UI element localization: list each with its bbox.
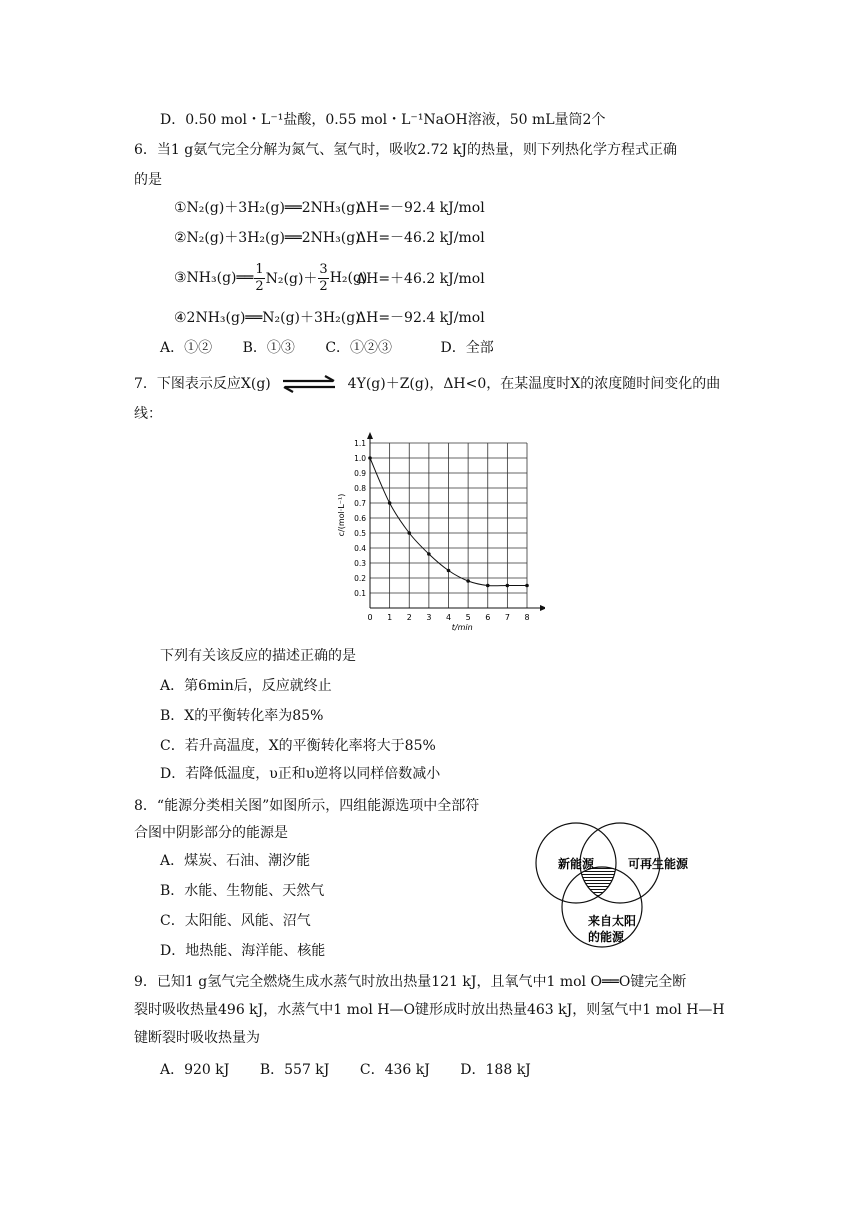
q7-option-a: A．第6min后，反应就终止 bbox=[160, 678, 332, 694]
y-tick-label: 1.1 bbox=[354, 439, 366, 448]
q7-stem-start: 7．下图表示反应X(g) bbox=[134, 376, 271, 392]
enthalpy-value: ΔH=－92.4 kJ/mol bbox=[356, 310, 485, 326]
chart-svg bbox=[330, 430, 545, 640]
y-tick-label: 0.8 bbox=[354, 484, 366, 493]
fraction-three-half: $\frac{3}{2}$ bbox=[319, 261, 328, 294]
q6-equation-4 bbox=[174, 308, 485, 328]
q7-stem-end: 4Y(g)＋Z(g)，ΔH<0，在某温度时X的浓度随时间变化的曲 bbox=[347, 376, 721, 392]
q6-equation-1 bbox=[174, 198, 485, 218]
y-tick-label: 0.2 bbox=[354, 574, 366, 583]
q6-options bbox=[160, 338, 520, 358]
x-tick-label: 1 bbox=[387, 613, 393, 622]
q7-option-b: B．X的平衡转化率为85% bbox=[160, 708, 324, 724]
data-point bbox=[407, 531, 411, 535]
x-tick-label: 3 bbox=[426, 613, 432, 622]
q8-option-c: C．太阳能、风能、沼气 bbox=[160, 913, 311, 929]
fraction-half: $\frac{1}{2}$ bbox=[255, 261, 264, 294]
q6-option-b: B．①③ bbox=[242, 340, 295, 356]
venn-label-solar-2: 的能源 bbox=[588, 930, 625, 944]
q7-lead: 下列有关该反应的描述正确的是 bbox=[160, 648, 356, 664]
q8-stem: 8．“能源分类相关图”如图所示，四组能源选项中全部符 bbox=[134, 798, 480, 814]
venn-label-solar-1: 来自太阳 bbox=[588, 914, 637, 928]
x-tick-label: 8 bbox=[524, 613, 530, 622]
enthalpy-value: ΔH=－46.2 kJ/mol bbox=[356, 230, 485, 246]
q8-option-d: D．地热能、海洋能、核能 bbox=[160, 943, 326, 959]
q9-options bbox=[160, 1060, 557, 1080]
venn-svg bbox=[530, 795, 700, 955]
concentration-chart bbox=[330, 430, 545, 640]
q6-equation-2 bbox=[174, 228, 485, 248]
q7-option-c: C．若升高温度，X的平衡转化率将大于85% bbox=[160, 738, 436, 754]
reversible-arrow-icon bbox=[279, 375, 339, 393]
x-tick-label: 7 bbox=[504, 613, 510, 622]
energy-venn-diagram bbox=[530, 795, 700, 955]
q8-option-a: A．煤炭、石油、潮汐能 bbox=[160, 853, 311, 869]
x-axis-arrow-icon bbox=[540, 605, 545, 611]
data-point bbox=[388, 501, 392, 505]
q6-option-c: C．①②③ bbox=[325, 340, 393, 356]
q7-option-d: D．若降低温度，υ正和υ逆将以同样倍数减小 bbox=[160, 766, 441, 782]
y-tick-label: 0.1 bbox=[354, 589, 366, 598]
q6-equation-3 bbox=[174, 258, 485, 298]
q9-stem: 9．已知1 g氢气完全燃烧生成水蒸气时放出热量121 kJ，且氧气中1 mol O══O键完全断 bbox=[134, 974, 687, 990]
y-tick-label: 0.6 bbox=[354, 514, 366, 523]
q6-option-d: D．全部 bbox=[440, 340, 494, 356]
x-tick-label: 6 bbox=[485, 613, 491, 622]
q9-stem-cont-2: 键断裂时吸收热量为 bbox=[134, 1030, 260, 1046]
q6-option-a: A．①② bbox=[160, 340, 213, 356]
enthalpy-value: ΔH=＋46.2 kJ/mol bbox=[356, 271, 485, 287]
equation-text: ①N₂(g)＋3H₂(g)══2NH₃(g) bbox=[174, 200, 361, 216]
y-tick-label: 0.5 bbox=[354, 529, 366, 538]
x-tick-label: 2 bbox=[406, 613, 412, 622]
q9-option-b: B．557 kJ bbox=[259, 1062, 330, 1078]
q7-stem bbox=[134, 374, 720, 394]
x-tick-label: 4 bbox=[445, 613, 452, 622]
x-tick-label: 0 bbox=[367, 613, 373, 622]
y-tick-label: 0.7 bbox=[354, 499, 366, 508]
equation-prefix: ③NH₃(g)══ bbox=[174, 270, 254, 286]
q7-stem-cont: 线： bbox=[134, 406, 162, 422]
y-tick-label: 1.0 bbox=[354, 454, 366, 463]
data-point bbox=[525, 584, 529, 588]
data-point bbox=[368, 456, 372, 460]
equation-suffix: H₂(g) bbox=[329, 270, 368, 286]
q8-option-b: B．水能、生物能、天然气 bbox=[160, 883, 325, 899]
q9-option-d: D．188 kJ bbox=[460, 1062, 531, 1078]
data-point bbox=[466, 579, 470, 583]
y-tick-label: 0.3 bbox=[354, 559, 366, 568]
data-point bbox=[486, 584, 490, 588]
q9-option-a: A．920 kJ bbox=[160, 1062, 230, 1078]
q6-stem-cont: 的是 bbox=[134, 172, 162, 188]
equation-text: ②N₂(g)＋3H₂(g)══2NH₃(g) bbox=[174, 230, 361, 246]
y-tick-label: 0.4 bbox=[354, 544, 366, 553]
data-point bbox=[427, 552, 431, 556]
y-axis-arrow-icon bbox=[367, 432, 373, 439]
equation-text: ④2NH₃(g)══N₂(g)＋3H₂(g) bbox=[174, 310, 361, 326]
q9-option-c: C．436 kJ bbox=[359, 1062, 430, 1078]
enthalpy-value: ΔH=－92.4 kJ/mol bbox=[356, 200, 485, 216]
equation-middle: N₂(g)＋ bbox=[265, 271, 318, 287]
y-axis-label: c/(mol·L⁻¹) bbox=[337, 493, 346, 537]
x-axis-label: t/min bbox=[451, 623, 473, 632]
venn-label-new: 新能源 bbox=[558, 857, 595, 871]
data-point bbox=[447, 569, 451, 573]
data-point bbox=[506, 584, 510, 588]
x-tick-label: 5 bbox=[465, 613, 471, 622]
q5-option-d: D．0.50 mol・L⁻¹盐酸，0.55 mol・L⁻¹NaOH溶液，50 mL量筒2个 bbox=[160, 112, 606, 128]
q8-stem-cont: 合图中阴影部分的能源是 bbox=[134, 825, 288, 841]
q6-stem: 6．当1 g氨气完全分解为氮气、氢气时，吸收2.72 kJ的热量，则下列热化学方程式正确 bbox=[134, 142, 677, 158]
venn-label-renewable: 可再生能源 bbox=[628, 857, 689, 871]
y-tick-label: 0.9 bbox=[354, 469, 366, 478]
q9-stem-cont: 裂时吸收热量496 kJ，水蒸气中1 mol H—O键形成时放出热量463 kJ，则氢气中1 mol H—H bbox=[134, 1002, 725, 1018]
